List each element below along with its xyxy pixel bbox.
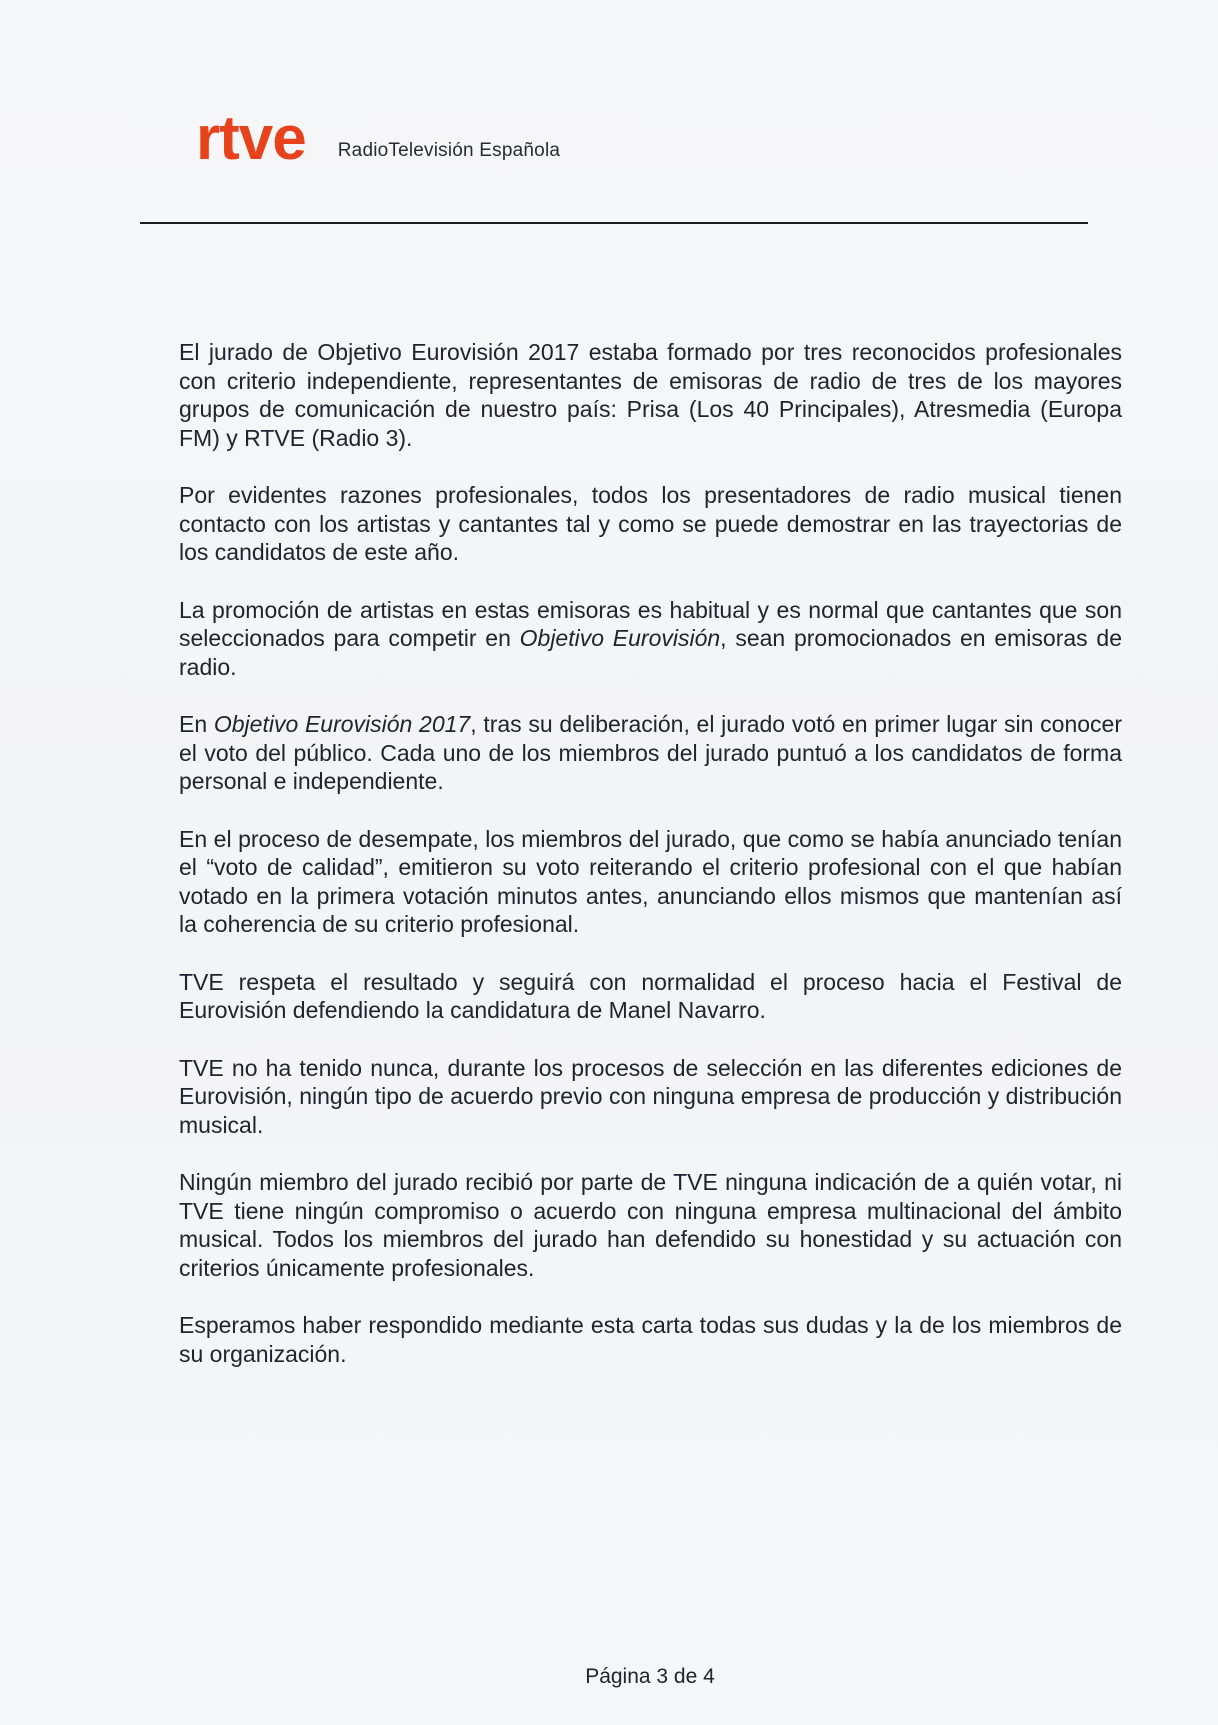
page-number: Página 3 de 4 bbox=[585, 1665, 715, 1688]
header-divider bbox=[140, 222, 1088, 224]
paragraph-4 bbox=[179, 710, 1122, 796]
paragraph-9 bbox=[179, 1311, 1122, 1368]
letter-body bbox=[179, 338, 1122, 1397]
paragraph-1 bbox=[179, 338, 1122, 452]
italic-title: Objetivo Eurovisión 2017 bbox=[213, 711, 471, 737]
text-segment: En bbox=[179, 711, 214, 737]
text-segment: Esperamos haber respondido mediante esta carta todas sus dudas y la de los miembros de su organización. bbox=[179, 1312, 1122, 1367]
paragraph-2 bbox=[179, 481, 1122, 567]
paragraph-8 bbox=[179, 1168, 1122, 1282]
text-segment: Por evidentes razones profesionales, todos los presentadores de radio musical tienen contacto con los artistas y cantantes tal y como se puede demostrar en las trayectorias de los candidatos de este año. bbox=[179, 482, 1122, 565]
text-segment: , tras su deliberación, el jurado votó en primer lugar sin conocer el voto del público. Cada uno de los miembros del jurado puntuó a los candidatos de forma personal e independiente. bbox=[179, 711, 1122, 794]
organization-name: RadioTelevisión Española bbox=[337, 140, 561, 161]
rtve-logo: rtve bbox=[196, 104, 306, 173]
paragraph-7 bbox=[179, 1054, 1122, 1140]
paragraph-3 bbox=[179, 596, 1122, 682]
paragraph-6 bbox=[179, 968, 1122, 1025]
text-segment: TVE respeta el resultado y seguirá con normalidad el proceso hacia el Festival de Eurovisión defendiendo la candidatura de Manel Navarro. bbox=[179, 968, 1122, 1023]
italic-title: Objetivo Eurovisión bbox=[519, 625, 721, 651]
text-segment: La promoción de artistas en estas emisoras es habitual y es normal que cantantes que son seleccionados para competir en bbox=[179, 596, 1122, 651]
paragraph-5 bbox=[179, 825, 1122, 939]
letterhead bbox=[196, 104, 561, 173]
text-segment: En el proceso de desempate, los miembros del jurado, que como se había anunciado tenían el “voto de calidad”, emitieron su voto reiterando el criterio profesional con el que habían votado en la primera votación minutos antes, anunciando ellos mismos que mantenían así la coherencia de su criterio profesional. bbox=[179, 825, 1122, 937]
text-segment: , sean promocionados en emisoras de radio. bbox=[179, 625, 1122, 680]
text-segment: El jurado de Objetivo Eurovisión 2017 estaba formado por tres reconocidos profesionales con criterio independiente, representantes de emisoras de radio de tres de los mayores grupos de comunicación de nuestro país: Prisa (Los 40 Principales), Atresmedia (Europa FM) y RTVE (Radio 3). bbox=[179, 339, 1122, 451]
text-segment: TVE no ha tenido nunca, durante los procesos de selección en las diferentes ediciones de Eurovisión, ningún tipo de acuerdo previo con ninguna empresa de producción y distribución musical. bbox=[179, 1054, 1122, 1138]
text-segment: Ningún miembro del jurado recibió por parte de TVE ninguna indicación de a quién votar, ni TVE tiene ningún compromiso o acuerdo con ninguna empresa multinacional del ámbito musical. Todos los miembros del jurado han defendido su honestidad y su actuación con criterios únicamente profesionales. bbox=[179, 1169, 1122, 1281]
